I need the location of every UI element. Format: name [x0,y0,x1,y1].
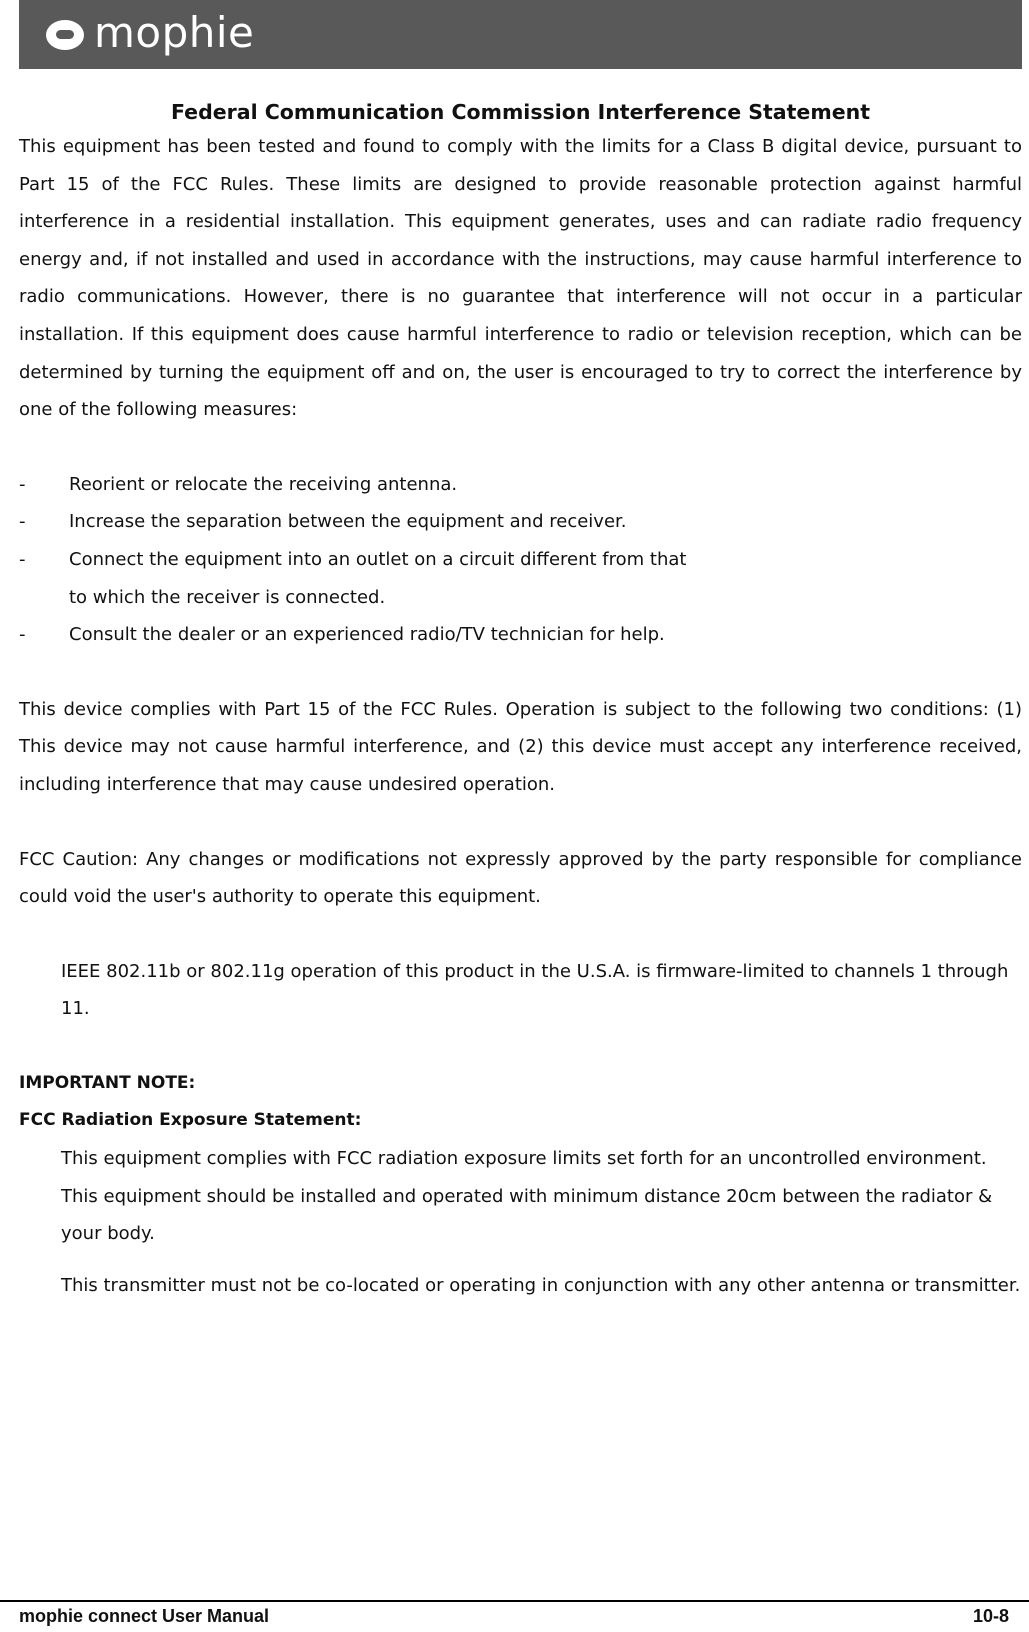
radiation-heading: FCC Radiation Exposure Statement: [19,1110,362,1131]
caution-paragraph: FCC Caution: Any changes or modifications not expressly approved by the party responsible for compliance could void the user's authority to operate this equipment. [19,848,1022,908]
footer-divider [0,1600,1029,1602]
header-banner [19,0,1022,69]
mophie-logo-icon [46,20,84,50]
ieee-paragraph: IEEE 802.11b or 802.11g operation of this product in the U.S.A. is firmware-limited to channels 1 through 11. [61,960,1009,1020]
brand-name: mophie [94,8,255,57]
page-footer [19,1604,1009,1628]
manual-title: mophie connect User Manual [19,1605,270,1626]
list-item: - Reorient or relocate the receiving antenna. [19,473,458,495]
exposure-paragraph: This equipment complies with FCC radiation exposure limits set forth for an uncontrolled environment. This equipment should be installed and operated with minimum distance 20cm between the radiator & your body. [61,1148,993,1245]
list-item: - Connect the equipment into an outlet on a circuit different from that to which the receiver is connected. [19,548,687,608]
intro-paragraph: This equipment has been tested and found to comply with the limits for a Class B digital device, pursuant to Part 15 of the FCC Rules. These limits are designed to provide reasonable protection against harmful interference in a residential installation. This equipment generates, uses and can radiate radio frequency energy and, if not installed and used in accordance with the instructions, may cause harmful interference to radio communications. However, there is no guarantee that interference will not occur in a particular installation. If this equipment does cause harmful interference to radio or television reception, which can be determined by turning the equipment off and on, the user is encouraged to try to correct the interference by one of the following measures: [19,136,1022,421]
important-note-label: IMPORTANT NOTE: [19,1072,196,1093]
colocation-paragraph: This transmitter must not be co-located or operating in conjunction with any other antenna or transmitter. [61,1274,1021,1296]
compliance-paragraph: This device complies with Part 15 of the FCC Rules. Operation is subject to the following two conditions: (1) This device may not cause harmful interference, and (2) this device must accept any interference received, including interference that may cause undesired operation. [19,698,1022,795]
page-title: Federal Communication Commission Interference Statement [171,100,870,124]
list-item: - Consult the dealer or an experienced radio/TV technician for help. [19,624,665,646]
page-number: 10-8 [972,1605,1009,1626]
list-item: - Increase the separation between the equipment and receiver. [19,511,627,533]
document-body [19,96,1022,1304]
measures-list [19,466,1022,654]
